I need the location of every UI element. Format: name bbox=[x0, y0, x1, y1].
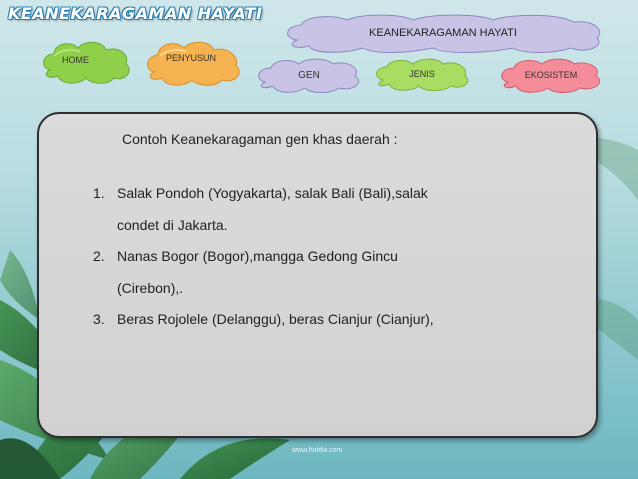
list-item-text: Salak Pondoh (Yogyakarta), salak Bali (Bali),salak bbox=[117, 185, 428, 201]
penyusun-label: PENYUSUN bbox=[166, 53, 217, 63]
content-panel bbox=[37, 112, 598, 438]
topic-title-button[interactable] bbox=[283, 14, 603, 52]
list-item-number: 1. bbox=[93, 185, 105, 201]
jenis-button[interactable] bbox=[373, 58, 471, 90]
penyusun-button[interactable] bbox=[144, 40, 242, 86]
watermark-text: www.hotdw.com bbox=[292, 447, 343, 454]
list-item-text: Nanas Bogor (Bogor),mangga Gedong Gincu bbox=[117, 248, 398, 264]
home-button[interactable] bbox=[40, 40, 132, 84]
topic-title-label: KEANEKARAGAMAN HAYATI bbox=[369, 27, 517, 39]
cloud-shape-icon bbox=[144, 40, 242, 86]
list-item-text: Beras Rojolele (Delanggu), beras Cianjur (Cianjur), bbox=[117, 311, 434, 327]
list-item bbox=[89, 241, 559, 304]
jenis-label: JENIS bbox=[409, 69, 435, 79]
site-title: KEANEKARAGAMAN HAYATI bbox=[8, 4, 263, 23]
list-item-number: 2. bbox=[93, 248, 105, 264]
content-heading: Contoh Keanekaragaman gen khas daerah : bbox=[122, 131, 398, 147]
ekosistem-label: EKOSISTEM bbox=[524, 70, 578, 80]
ekosistem-button[interactable] bbox=[498, 58, 604, 92]
gen-button[interactable] bbox=[255, 58, 363, 92]
list-item bbox=[89, 304, 559, 336]
gen-label: GEN bbox=[298, 69, 320, 81]
list-item-text: condet di Jakarta. bbox=[117, 216, 228, 233]
list-item-text: (Cirebon),. bbox=[117, 279, 184, 296]
list-item bbox=[89, 178, 559, 241]
example-list bbox=[89, 178, 559, 336]
home-label: HOME bbox=[62, 55, 89, 65]
list-item-number: 3. bbox=[93, 311, 105, 327]
